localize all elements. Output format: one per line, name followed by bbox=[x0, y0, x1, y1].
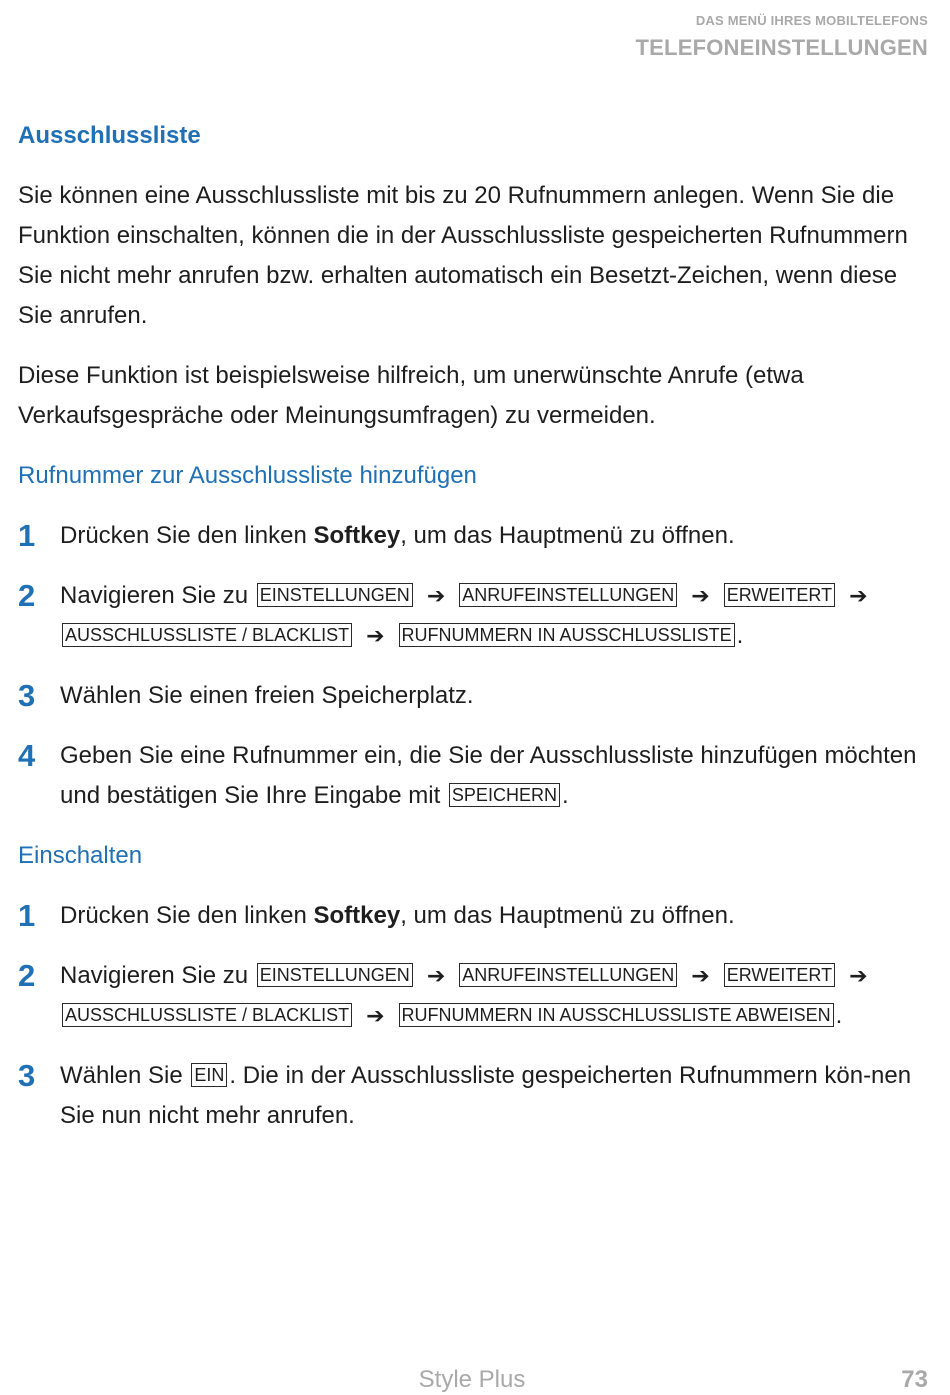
add-step-2 bbox=[18, 576, 918, 656]
enable-step-3 bbox=[18, 1056, 918, 1136]
step-number: 2 bbox=[18, 578, 36, 613]
menu-key-erweitert: ERWEITERT bbox=[724, 583, 835, 607]
menu-key-rufnummern: RUFNUMMERN IN AUSSCHLUSSLISTE bbox=[399, 623, 735, 647]
enable-step-2 bbox=[18, 956, 918, 1036]
header-chapter: DAS MENÜ IHRES MOBILTELEFONS bbox=[695, 13, 928, 28]
step-text bbox=[60, 896, 918, 936]
step-text-post: . bbox=[561, 782, 569, 809]
menu-key-einstellungen: EINSTELLUNGEN bbox=[257, 583, 413, 607]
arrow-right-icon: ➔ bbox=[849, 963, 868, 988]
page-title: Ausschlussliste bbox=[18, 122, 201, 149]
intro-paragraph-1: Sie können eine Ausschlussliste mit bis zu 20 Rufnummern anlegen. Wenn Sie die Funktion einschalten, können die in der Ausschlussliste gespeicherten Rufnummern Sie nicht mehr anrufen bzw. erhalten automatisch ein Besetzt-Zeichen, wenn diese Sie anrufen. bbox=[18, 182, 908, 329]
step-text-pre: Wählen Sie bbox=[60, 1062, 190, 1089]
arrow-right-icon: ➔ bbox=[426, 583, 446, 608]
step-text-pre: Drücken Sie den linken bbox=[60, 522, 314, 549]
step-number: 3 bbox=[18, 678, 36, 713]
menu-key-speichern: SPEICHERN bbox=[449, 783, 560, 807]
footer-product-name: Style Plus bbox=[418, 1366, 526, 1393]
enable-step-1 bbox=[18, 896, 918, 936]
menu-key-anrufeinstellungen: ANRUFEINSTELLUNGEN bbox=[459, 583, 677, 607]
step-text-pre: Navigieren Sie zu bbox=[60, 582, 255, 609]
menu-key-ausschlussliste: AUSSCHLUSSLISTE / BLACKLIST bbox=[62, 623, 352, 647]
step-text-pre: Navigieren Sie zu bbox=[60, 962, 255, 989]
step-text-post: , um das Hauptmenü zu öffnen. bbox=[400, 522, 735, 549]
page-content bbox=[18, 118, 918, 1156]
add-step-3 bbox=[18, 676, 918, 716]
step-text-pre: Geben Sie eine Rufnummer ein, die Sie der Ausschlussliste hinzufügen möchten und bestätigen Sie Ihre Eingabe mit bbox=[60, 742, 917, 809]
arrow-right-icon: ➔ bbox=[691, 963, 710, 988]
step-number: 1 bbox=[18, 898, 36, 933]
step-number: 3 bbox=[18, 1058, 36, 1093]
arrow-right-icon: ➔ bbox=[366, 1003, 385, 1028]
add-step-1 bbox=[18, 516, 918, 556]
step-text bbox=[60, 956, 918, 1036]
softkey-term: Softkey bbox=[313, 902, 401, 929]
menu-key-ausschlussliste: AUSSCHLUSSLISTE / BLACKLIST bbox=[62, 1003, 352, 1027]
menu-key-rufnummern-abweisen: RUFNUMMERN IN AUSSCHLUSSLISTE ABWEISEN bbox=[399, 1003, 834, 1027]
step-text bbox=[60, 1056, 918, 1136]
header-section: TELEFONEINSTELLUNGEN bbox=[635, 35, 928, 60]
step-number: 2 bbox=[18, 958, 36, 993]
step-text-post: . bbox=[736, 622, 744, 649]
menu-key-ein: EIN bbox=[191, 1063, 227, 1087]
menu-key-anrufeinstellungen: ANRUFEINSTELLUNGEN bbox=[459, 963, 677, 987]
running-header bbox=[636, 14, 928, 59]
step-text: Wählen Sie einen freien Speicherplatz. bbox=[60, 682, 474, 709]
menu-key-erweitert: ERWEITERT bbox=[724, 963, 835, 987]
step-text-pre: Drücken Sie den linken bbox=[60, 902, 314, 929]
subheading-add-number: Rufnummer zur Ausschlussliste hinzufügen bbox=[18, 462, 477, 489]
step-text-post: , um das Hauptmenü zu öffnen. bbox=[400, 902, 735, 929]
arrow-right-icon: ➔ bbox=[849, 583, 868, 608]
step-text bbox=[60, 576, 918, 656]
step-text bbox=[60, 736, 918, 816]
menu-key-einstellungen: EINSTELLUNGEN bbox=[257, 963, 413, 987]
arrow-right-icon: ➔ bbox=[691, 583, 710, 608]
step-number: 4 bbox=[18, 738, 36, 773]
step-text-post: . bbox=[835, 1002, 843, 1029]
intro-paragraph-2: Diese Funktion ist beispielsweise hilfreich, um unerwünschte Anrufe (etwa Verkaufsgespräche oder Meinungsumfragen) zu vermeiden. bbox=[18, 362, 804, 429]
add-step-4 bbox=[18, 736, 918, 816]
step-number: 1 bbox=[18, 518, 36, 553]
step-text bbox=[60, 516, 918, 556]
step-text-post: . Die in der Ausschlussliste gespeicherten Rufnummern kön-nen Sie nun nicht mehr anrufen. bbox=[60, 1062, 912, 1129]
arrow-right-icon: ➔ bbox=[426, 963, 446, 988]
subheading-enable: Einschalten bbox=[18, 842, 143, 869]
page-number: 73 bbox=[901, 1366, 928, 1393]
softkey-term: Softkey bbox=[313, 522, 401, 549]
arrow-right-icon: ➔ bbox=[366, 623, 385, 648]
